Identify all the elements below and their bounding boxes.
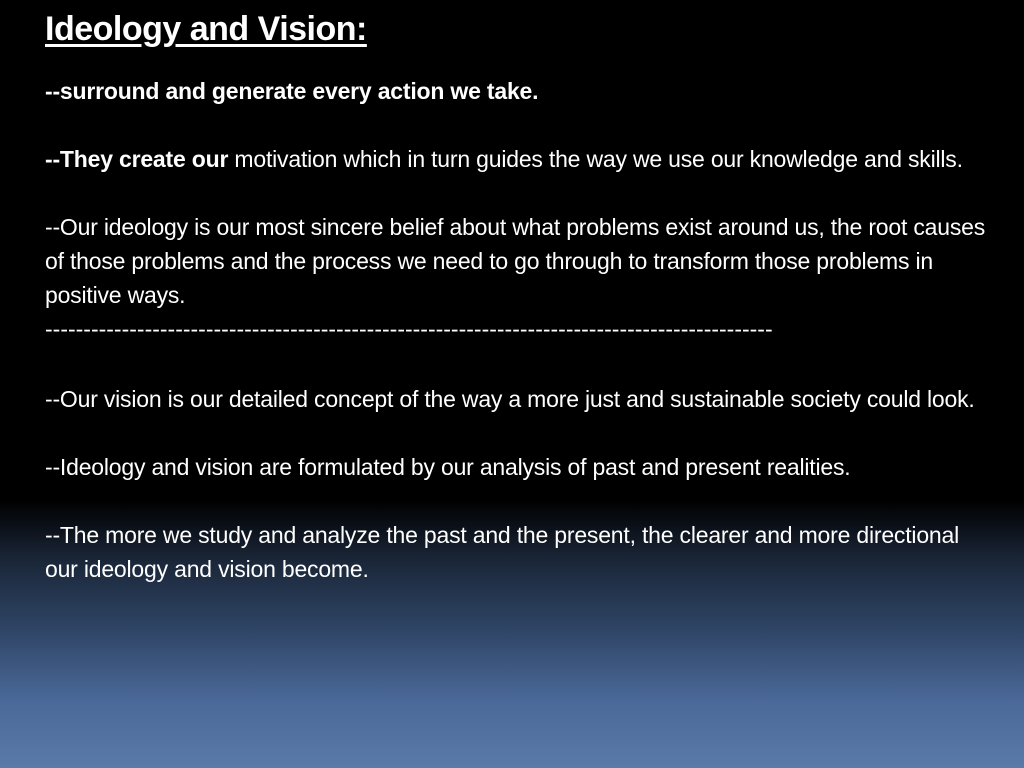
- paragraph-study: --The more we study and analyze the past and the present, the clearer and more directional our ideology and vision become.: [45, 522, 960, 582]
- paragraph-formulated: --Ideology and vision are formulated by our analysis of past and present realities.: [45, 454, 851, 480]
- paragraph-motivation-bold: --They create our: [45, 146, 229, 172]
- slide-content: [45, 8, 995, 586]
- paragraph-vision: --Our vision is our detailed concept of the way a more just and sustainable society could look.: [45, 386, 975, 412]
- paragraph-motivation-rest: motivation which in turn guides the way we use our knowledge and skills.: [228, 146, 963, 172]
- slide-title: Ideology and Vision:: [45, 10, 367, 48]
- paragraph-surround: --surround and generate every action we take.: [45, 78, 539, 104]
- paragraph-motivation: [45, 142, 995, 176]
- paragraph-ideology: --Our ideology is our most sincere belief about what problems exist around us, the root causes of those problems and the process we need to go through to transform those problems in positive ways.: [45, 214, 986, 308]
- dashed-divider: -----------------------------------------------------------------------------------------------: [45, 316, 773, 342]
